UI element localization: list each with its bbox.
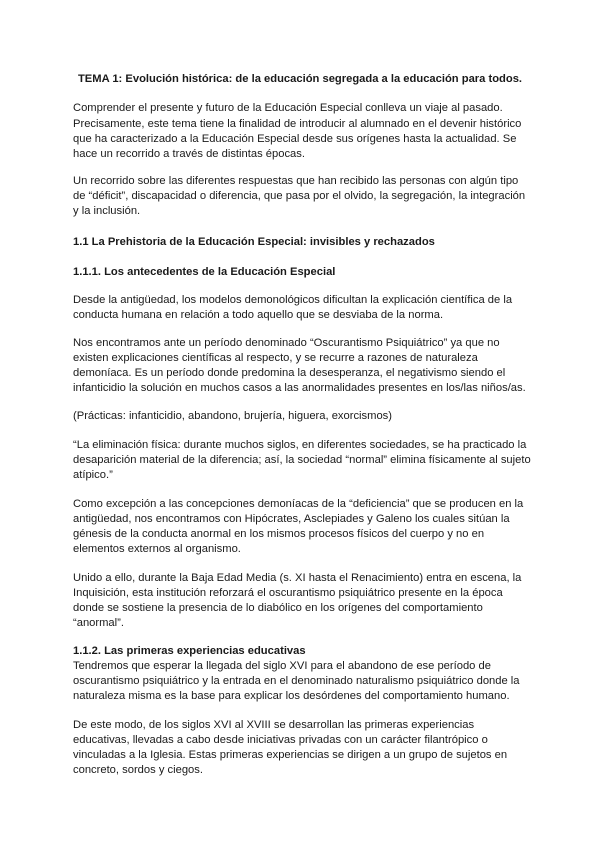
paragraph-5-line-1: Como excepción a las concepciones demoníacas de la “deficiencia” que se producen en la <box>73 498 524 510</box>
paragraph-2-line-1: Un recorrido sobre las diferentes respuestas que han recibido las personas con algún tipo <box>73 175 519 187</box>
paragraph-6-line-2: Inquisición, esta institución reforzará el oscurantismo psiquiátrico presente en la época <box>73 587 503 599</box>
quote-line-3: atípico.” <box>73 469 113 481</box>
subsection-heading-1-1-1: 1.1.1. Los antecedentes de la Educación Especial <box>73 266 336 278</box>
paragraph-5-line-3: génesis de la conducta anormal en los mismos procesos físicos del cuerpo y no en <box>73 528 485 540</box>
paragraph-8-line-1: De este modo, de los siglos XVI al XVIII se desarrollan las primeras experiencias <box>73 719 475 731</box>
paragraph-7-line-2: oscurantismo psiquiátrico y la entrada en el denominado naturalismo psiquiátrico donde la <box>73 675 520 687</box>
paragraph-8-line-3: vinculadas a la Iglesia. Estas primeras experiencias se dirigen a un grupo de sujetos en <box>73 749 508 761</box>
paragraph-6-line-3: donde se sostiene la presencia de lo diabólico en los orígenes del comportamiento <box>73 602 483 614</box>
paragraph-7-line-1: Tendremos que esperar la llegada del siglo XVI para el abandono de ese período de <box>73 660 491 672</box>
paragraph-3-line-2: conducta humana en relación a todo aquello que se desviaba de la norma. <box>73 309 444 321</box>
subsection-heading-1-1-2: 1.1.2. Las primeras experiencias educativas <box>73 645 306 657</box>
paragraph-8-line-4: concreto, sordos y ciegos. <box>73 764 203 776</box>
paragraph-4-line-3: demoníaca. Es un período donde predomina la desesperanza, el negativismo siendo el <box>73 367 506 379</box>
document-title: TEMA 1: Evolución histórica: de la educación segregada a la educación para todos. <box>77 73 523 85</box>
paragraph-8-line-2: educativas, llevadas a cabo desde iniciativas privadas con un carácter filantrópico o <box>73 734 488 746</box>
paragraph-6-line-1: Unido a ello, durante la Baja Edad Media (s. XI hasta el Renacimiento) entra en escena, la <box>73 572 522 584</box>
paragraph-2-line-2: de “déficit”, discapacidad o diferencia, que pasa por el olvido, la segregación, la integración <box>73 190 526 202</box>
paragraph-5-line-2: antigüedad, nos encontramos con Hipócrates, Asclepiades y Galeno los cuales sitúan la <box>73 513 510 525</box>
section-heading-1-1: 1.1 La Prehistoria de la Educación Especial: invisibles y rechazados <box>73 236 435 248</box>
intro-line-4: hace un recorrido a través de distintas épocas. <box>73 148 305 160</box>
paragraph-7-line-3: naturaleza misma es la base para explicar los desórdenes del comportamiento humano. <box>73 690 510 702</box>
practices-note: (Prácticas: infanticidio, abandono, brujería, higuera, exorcismos) <box>73 410 393 422</box>
paragraph-5-line-4: elementos externos al organismo. <box>73 543 241 555</box>
intro-line-3: que ha caracterizado a la Educación Especial desde sus orígenes hasta la actualidad. Se <box>73 133 517 145</box>
intro-line-2: Precisamente, este tema tiene la finalidad de introducir al alumnado en el devenir histórico <box>73 118 522 130</box>
paragraph-6-line-4: “anormal”. <box>73 617 124 629</box>
paragraph-4-line-4: infanticidio la solución en muchos casos a las anormalidades presentes en los/las niños/as. <box>73 382 526 394</box>
paragraph-4-line-2: existen explicaciones científicas al respecto, y se recurre a razones de naturaleza <box>73 352 478 364</box>
paragraph-4-line-1: Nos encontramos ante un período denominado “Oscurantismo Psiquiátrico” ya que no <box>73 337 500 349</box>
quote-line-2: desaparición material de la diferencia; así, la sociedad “normal” elimina físicamente al sujeto <box>73 454 531 466</box>
quote-line-1: “La eliminación física: durante muchos siglos, en diferentes sociedades, se ha practicado la <box>73 439 527 451</box>
paragraph-3-line-1: Desde la antigüedad, los modelos demonológicos dificultan la explicación científica de la <box>73 294 513 306</box>
paragraph-2-line-3: y la inclusión. <box>73 205 141 217</box>
intro-line-1: Comprender el presente y futuro de la Educación Especial conlleva un viaje al pasado. <box>73 102 503 114</box>
